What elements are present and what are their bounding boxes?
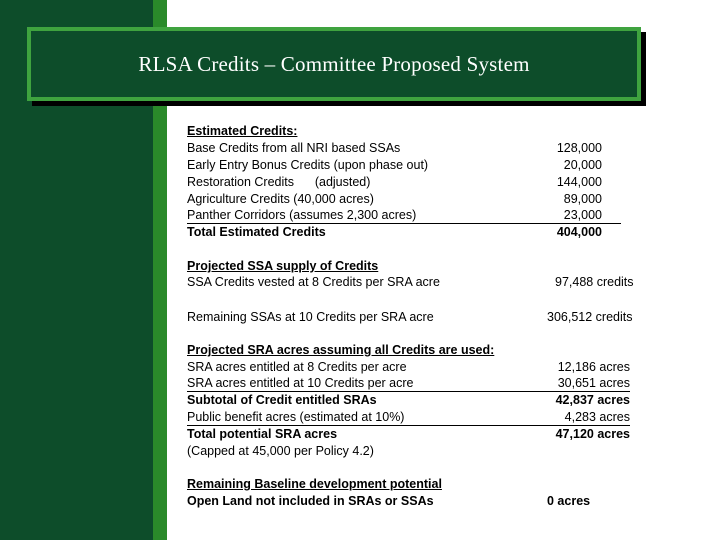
divider-line bbox=[187, 223, 621, 224]
sra-subtotal-value: 42,837 acres bbox=[555, 393, 630, 407]
baseline-value: 0 acres bbox=[547, 494, 591, 508]
estimated-row-label: Base Credits from all NRI based SSAs bbox=[187, 141, 401, 155]
sra-total-label: Total potential SRA acres bbox=[187, 427, 338, 441]
estimated-row-label: Restoration Credits (adjusted) bbox=[187, 175, 371, 189]
ssa-remaining-label: Remaining SSAs at 10 Credits per SRA acre bbox=[187, 310, 434, 324]
sra-subtotal-label: Subtotal of Credit entitled SRAs bbox=[187, 393, 377, 407]
sra-row-label: SRA acres entitled at 10 Credits per acre bbox=[187, 376, 414, 390]
sra-row-value: 4,283 acres bbox=[564, 410, 630, 424]
estimated-total-value: 404,000 bbox=[556, 225, 602, 239]
estimated-row-value: 23,000 bbox=[563, 208, 602, 222]
ssa-vested-value: 97,488 credits bbox=[555, 275, 634, 289]
sra-row-value: 12,186 acres bbox=[557, 360, 630, 374]
ssa-remaining-value: 306,512 credits bbox=[547, 310, 633, 324]
ssa-vested-label: SSA Credits vested at 8 Credits per SRA acre bbox=[187, 275, 440, 289]
estimated-row-value: 128,000 bbox=[556, 141, 602, 155]
sra-row-label: SRA acres entitled at 8 Credits per acre bbox=[187, 360, 407, 374]
sra-row-value: 30,651 acres bbox=[557, 376, 630, 390]
baseline-label: Open Land not included in SRAs or SSAs bbox=[187, 494, 434, 508]
estimated-row-value: 89,000 bbox=[563, 192, 602, 206]
estimated-row-label: Panther Corridors (assumes 2,300 acres) bbox=[187, 208, 417, 222]
divider-line bbox=[187, 425, 630, 426]
baseline-heading: Remaining Baseline development potential bbox=[187, 477, 442, 491]
divider-line bbox=[187, 391, 630, 392]
estimated-row-label: Early Entry Bonus Credits (upon phase out) bbox=[187, 158, 429, 172]
sra-row-label: Public benefit acres (estimated at 10%) bbox=[187, 410, 405, 424]
estimated-total-label: Total Estimated Credits bbox=[187, 225, 326, 239]
estimated-heading: Estimated Credits: bbox=[187, 124, 298, 138]
estimated-row-value: 20,000 bbox=[563, 158, 602, 172]
ssa-heading: Projected SSA supply of Credits bbox=[187, 259, 379, 273]
slide-title: RLSA Credits – Committee Proposed System bbox=[138, 51, 530, 76]
sra-heading: Projected SRA acres assuming all Credits are used: bbox=[187, 343, 495, 357]
sra-total-value: 47,120 acres bbox=[555, 427, 630, 441]
sra-cap-note: (Capped at 45,000 per Policy 4.2) bbox=[187, 444, 374, 458]
estimated-row-label: Agriculture Credits (40,000 acres) bbox=[187, 192, 374, 206]
estimated-row-value: 144,000 bbox=[556, 175, 602, 189]
